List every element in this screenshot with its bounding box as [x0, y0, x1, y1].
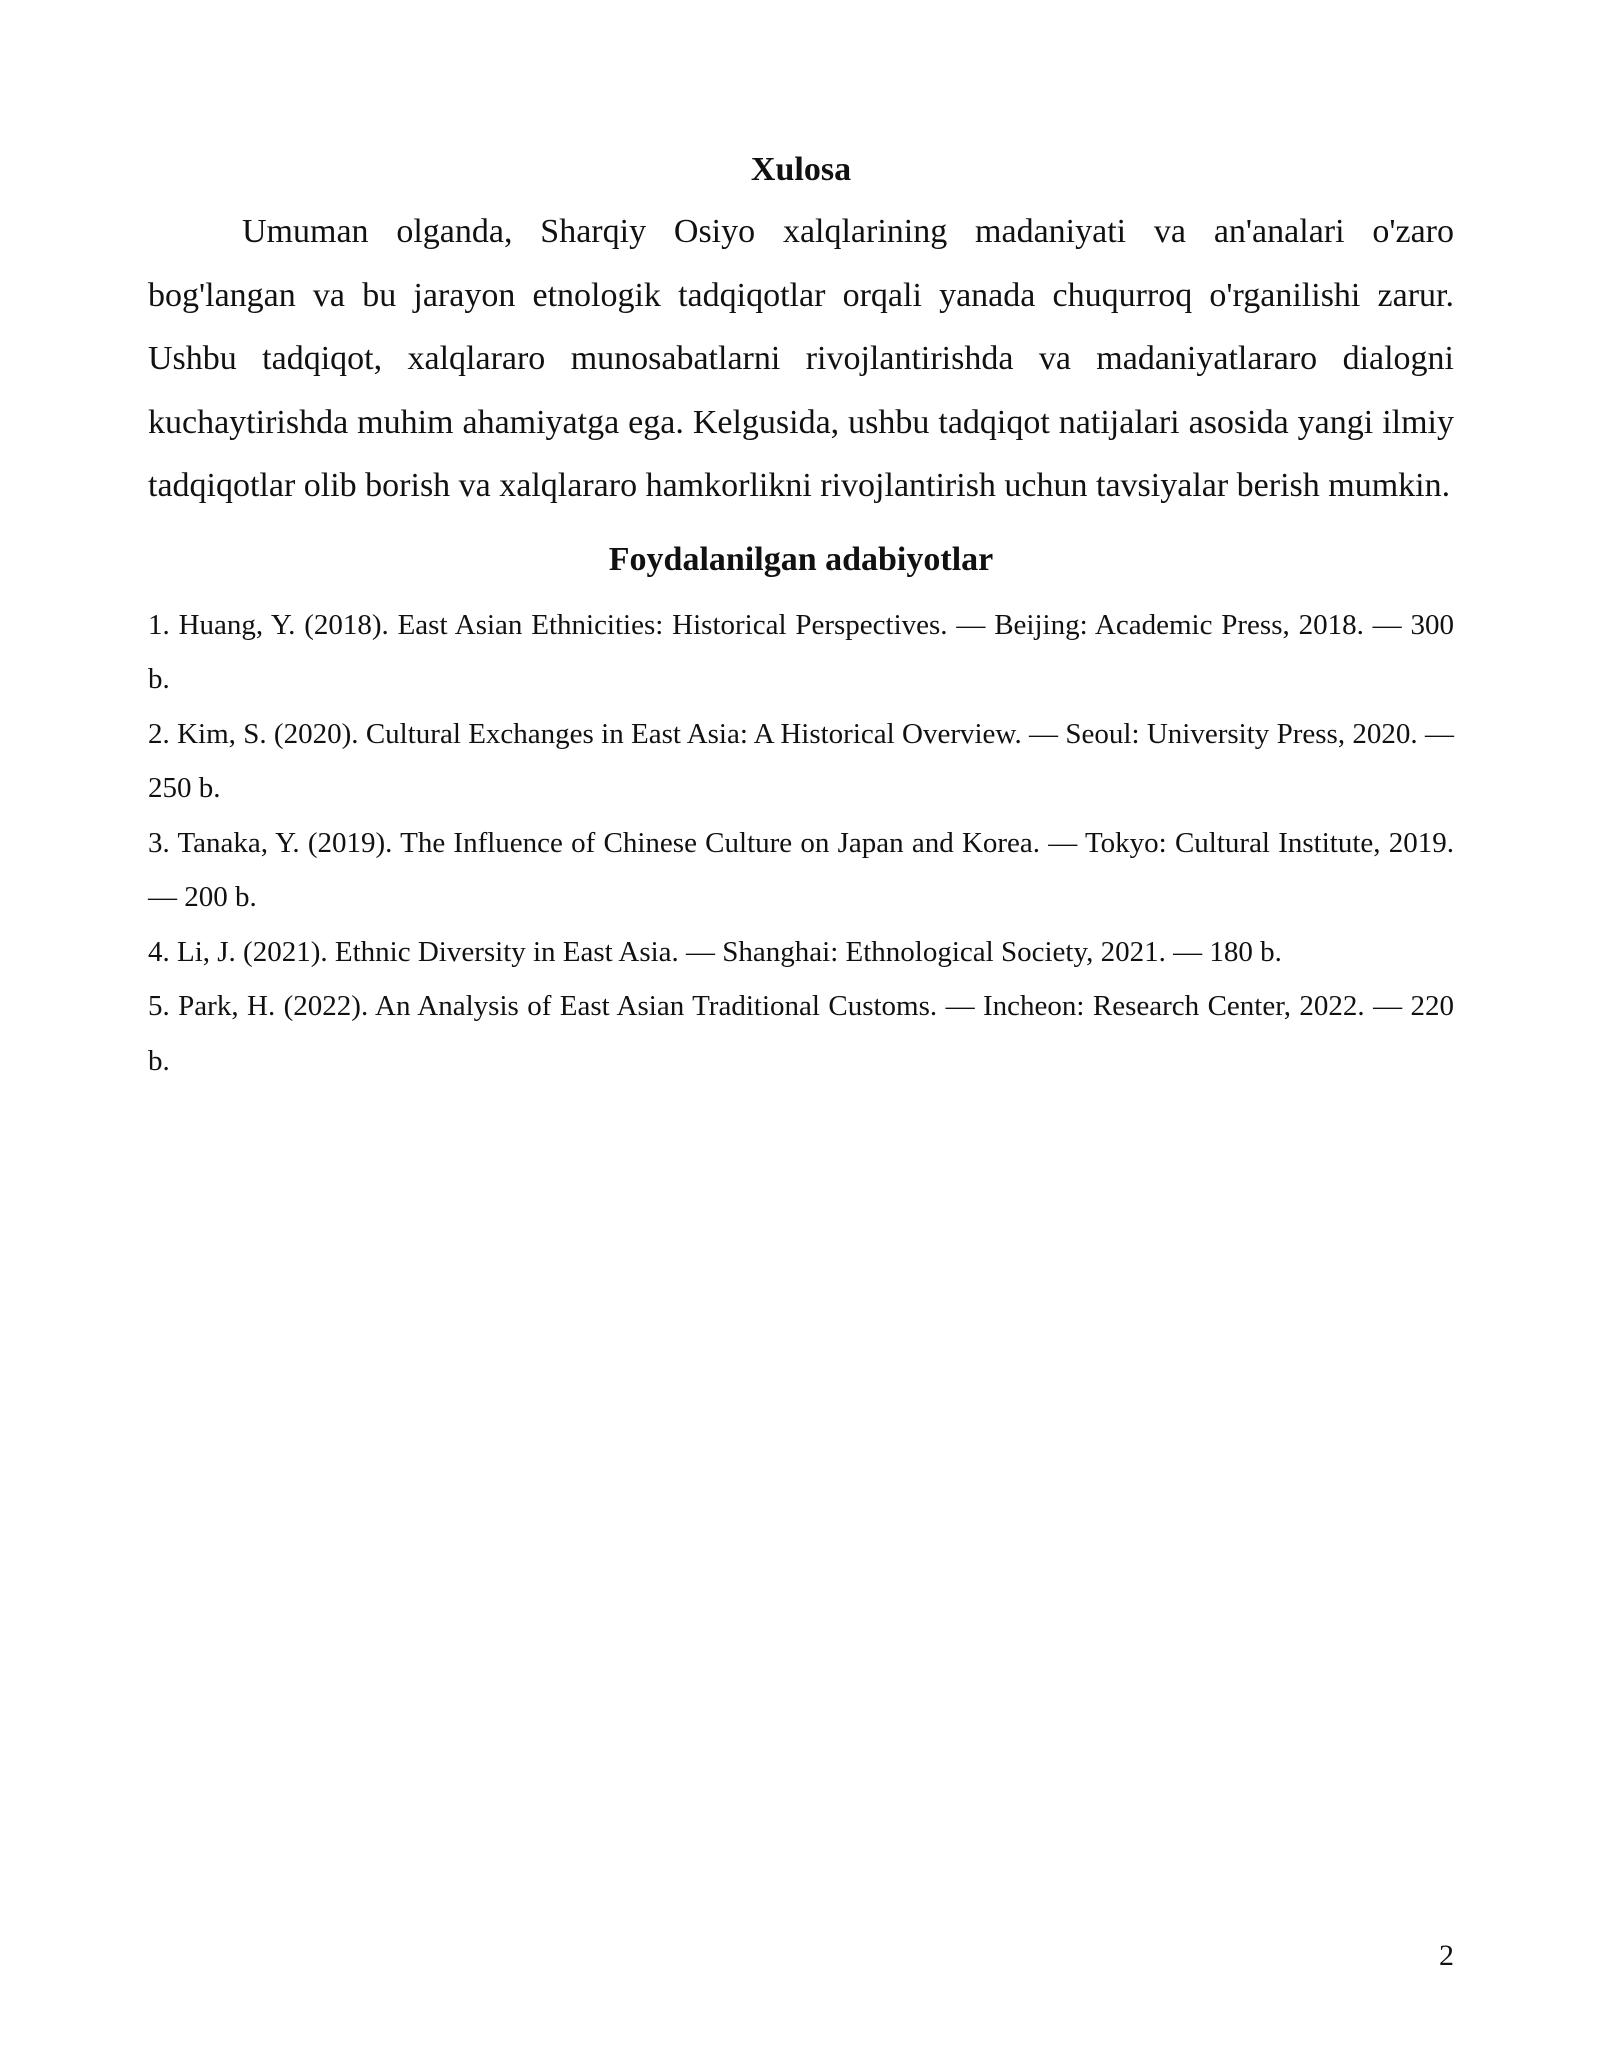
page-number: 2 — [1439, 1939, 1454, 1972]
reference-item-1: 1. Huang, Y. (2018). East Asian Ethnicities: Historical Perspectives. — Beijing: Academic Press, 2018. — 300 b. — [148, 608, 1454, 695]
reference-item-5: 5. Park, H. (2022). An Analysis of East Asian Traditional Customs. — Incheon: Research Center, 2022. — 220 b. — [148, 990, 1454, 1077]
references-list — [148, 598, 1454, 1089]
reference-item-2: 2. Kim, S. (2020). Cultural Exchanges in East Asia: A Historical Overview. — Seoul: University Press, 2020. — 250 b. — [148, 717, 1454, 804]
conclusion-paragraph: Umuman olganda, Sharqiy Osiyo xalqlarining madaniyati va an'analari o'zaro bog'langan va bu jarayon etnologik tadqiqotlar orqali yanada chuqurroq o'rganilishi zarur. Ushbu tadqiqot, xalqlararo munosabatlarni rivojlantirishda va madaniyatlararo dialogni kuchaytirishda muhim ahamiyatga ega. Kelgusida, ushbu tadqiqot natijalari asosida yangi ilmiy tadqiqotlar olib borish va xalqlararo hamkorlikni rivojlantirish uchun tavsiyalar berish mumkin. — [148, 213, 1454, 504]
reference-item-3: 3. Tanaka, Y. (2019). The Influence of Chinese Culture on Japan and Korea. — Tokyo: Cultural Institute, 2019. — 200 b. — [148, 826, 1454, 913]
page-content — [148, 140, 1454, 1088]
reference-item-4: 4. Li, J. (2021). Ethnic Diversity in East Asia. — Shanghai: Ethnological Society, 2021. — 180 b. — [148, 935, 1282, 968]
references-heading: Foydalanilgan adabiyotlar — [608, 540, 994, 578]
conclusion-heading: Xulosa — [750, 151, 852, 188]
